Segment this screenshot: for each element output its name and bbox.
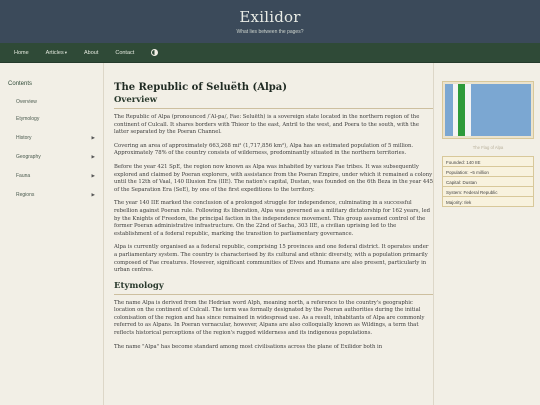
page-layout bbox=[0, 63, 540, 405]
alpa-flag-image bbox=[445, 84, 531, 136]
etymology-paragraph: The name Alpa is derived from the Hedrian word Alph, meaning north, a reference to the country's geographic location on the continent of Culcall. The term was formally designated by the Poeran authorities during the initial colonisation of the region and has since remained in widespread use. As a result, inhabitants of Alpa are commonly referred to as Alpans. In Poeran vernacular, however, Alpans are also colloquially known as Wildings, a term that reflects historical perceptions of the region's rugged wilderness and its indigenous populations. bbox=[114, 299, 425, 337]
nav-articles-label: Articles bbox=[45, 49, 64, 56]
overview-paragraph: Covering an area of approximately 663,268 mi² (1,717,856 km²), Alpa has an estimated population of 5 million. Approximately 78% of the country consists of wilderness, predominantly situated in the northern territories. bbox=[114, 142, 414, 157]
toc-item-fauna[interactable] bbox=[8, 166, 103, 185]
overview-paragraph: Alpa is currently organised as a federal republic, comprising 15 provinces and one federal district. It operates under a parliamentary system. The country is characterised by its cultural and ethnic diversity, with a population primarily composed of Fae creatures. However, significant communities of Elves and Humans are also present, particularly in urban centres. bbox=[114, 244, 429, 274]
overview-paragraph: The year 140 IIE marked the conclusion of a prolonged struggle for independence, culminating in a successful rebellion against Poeran rule. Following its liberation, Alpa was governed as a military dictatorship for 162 years, led by the Knights of Freedom, the principal faction in the independence movement. This group assumed control of the former Poeran administrative infrastructure. On the 22nd of Sacha, 303 IIE, a civilian uprising led to the establishment of a federal republic, marking the transition to parliamentary governance. bbox=[114, 200, 431, 237]
nav-contact[interactable] bbox=[115, 50, 134, 56]
info-row-population: Population: ~5 million bbox=[442, 166, 534, 177]
etymology-heading: Etymology bbox=[114, 281, 433, 295]
toc-item-regions[interactable] bbox=[8, 185, 103, 204]
overview-heading: Overview bbox=[114, 95, 433, 109]
site-tagline: What lies between the pages? bbox=[236, 29, 304, 35]
etymology-paragraph: The name "Alpa" has become standard among most civilisations across the plane of Exilidor both in bbox=[114, 343, 383, 350]
nav-articles[interactable] bbox=[46, 50, 67, 56]
infobox bbox=[442, 81, 534, 207]
toc-label: Overview bbox=[16, 99, 37, 105]
flag-caption: The Flag of Alpa bbox=[472, 145, 504, 150]
toc-item-history[interactable] bbox=[8, 128, 103, 147]
chevron-right-icon[interactable]: ▶ bbox=[91, 134, 95, 140]
info-row-capital: Capital: Dustan bbox=[442, 176, 534, 187]
toc-item-etymology[interactable] bbox=[8, 109, 103, 128]
contents-title: Contents bbox=[8, 81, 33, 87]
chevron-down-icon: ▾ bbox=[64, 49, 67, 55]
toc-item-geography[interactable] bbox=[8, 147, 103, 166]
site-title[interactable]: Exilidor bbox=[239, 8, 301, 26]
toc-label: Regions bbox=[16, 191, 35, 198]
overview-paragraph: Before the year 421 SpE, the region now known as Alpa was inhabited by various Fae tribes. It was subsequently explored and claimed by Poeran explorers, with assistance from the Poeran Empire, under which it remained a colony until the 12th of Vaal, 140 Illusion Era (IIE). The nation's capital, Dustan, was founded on the 6th Beza in the year 445 of the Separation Era (SeE), by one of the first expeditions to the territory. bbox=[114, 163, 433, 193]
chevron-right-icon[interactable]: ▶ bbox=[91, 153, 95, 159]
toc-label: Geography bbox=[16, 153, 41, 160]
flag-green-stripe bbox=[458, 84, 465, 136]
toc-label: Etymology bbox=[16, 115, 40, 122]
main-nav bbox=[0, 43, 540, 63]
toc-item-overview[interactable] bbox=[8, 95, 103, 109]
info-row-majority: Majority: Ilek bbox=[442, 196, 534, 207]
flag-frame bbox=[442, 81, 534, 139]
chevron-right-icon[interactable]: ▶ bbox=[91, 191, 95, 197]
infobox-column bbox=[433, 63, 540, 405]
nav-contact-label: Contact bbox=[115, 49, 135, 56]
toc-label: Fauna bbox=[16, 172, 31, 179]
info-row-founded: Founded: 140 IIE bbox=[442, 156, 534, 167]
chevron-right-icon[interactable]: ▶ bbox=[91, 172, 95, 178]
article-title: The Republic of Seluëth (Alpa) bbox=[114, 82, 287, 93]
info-row-system: System: Federal Republic bbox=[442, 186, 534, 197]
table-of-contents bbox=[0, 63, 104, 405]
half-moon-icon[interactable] bbox=[151, 49, 158, 56]
nav-home-label: Home bbox=[14, 49, 29, 56]
nav-about-label: About bbox=[83, 49, 99, 56]
nav-home[interactable] bbox=[14, 50, 29, 56]
toc-label: History bbox=[16, 134, 32, 141]
site-header bbox=[0, 0, 540, 43]
article-body bbox=[104, 63, 433, 405]
nav-about[interactable] bbox=[84, 50, 98, 56]
overview-paragraph: The Republic of Alpa (pronounced /ˈAl-pa/, Fae: Seluëth) is a sovereign state located in the northern region of the continent of Culcall. It shares borders with Thieor to the east, Antril to the west, and Poera to the south, with the latter separated by the Poeran Channel. bbox=[114, 114, 420, 136]
